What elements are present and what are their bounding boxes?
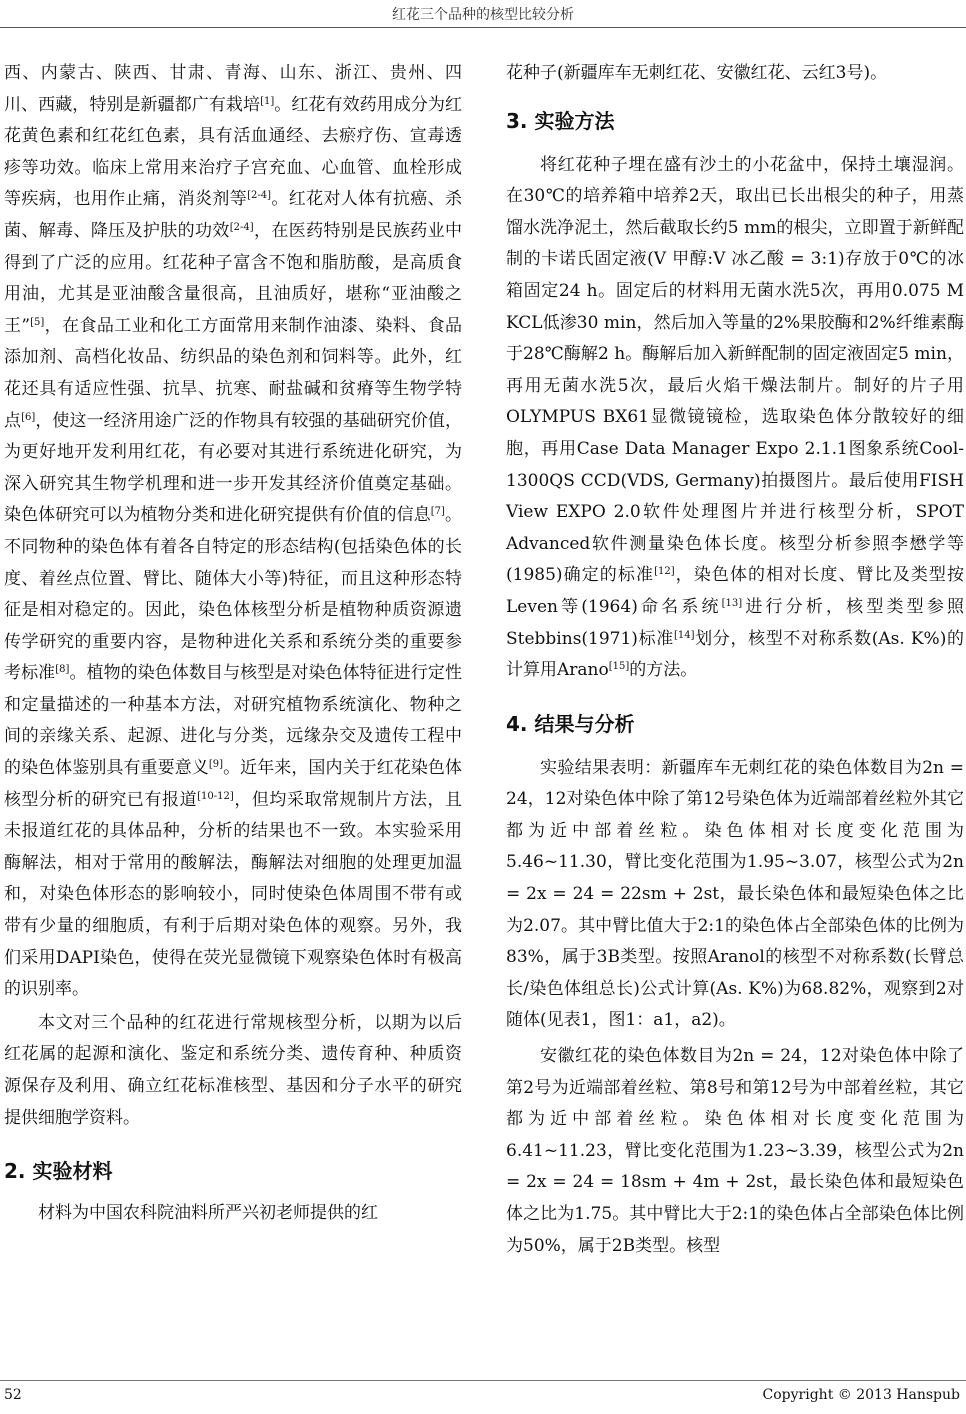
text-run: 划分，核型不对称系数(As. K%)的计算用Arano [506, 628, 964, 681]
citation-ref: [2-4] [229, 221, 254, 233]
aim-paragraph: 本文对三个品种的红花进行常规核型分析，以期为以后红花属的起源和演化、鉴定和系统分类、遗传育种、种质资源保存及利用、确立红花标准核型、基因和分子水平的研究提供细胞学资料。 [4, 1012, 462, 1128]
section-3-heading: 3. 实验方法 [506, 108, 615, 133]
citation-ref: [14] [673, 629, 695, 641]
right-column [506, 58, 964, 1262]
text-run: 。红花有效药用成分为红花黄色素和红花红色素，具有活血通经、去瘀疗伤、宣毒透疹等功效。临床上常用来治疗子宫充血、心血管、血栓形成等疾病，也用作止痛，消炎剂等 [4, 94, 463, 210]
text-run: ，使这一经济用途广泛的作物具有较强的基础研究价值，为更好地开发利用红花，有必要对其进行系统进化研究，为深入研究其生物学机理和进一步开发其经济价值奠定基础。染色体研究可以为植物分类和进化研究提供有价值的信息 [4, 410, 463, 526]
page-number: 52 [4, 1387, 22, 1403]
citation-ref: [5] [30, 316, 45, 328]
methods-paragraph [506, 150, 964, 687]
running-header-title: 红花三个品种的核型比较分析 [392, 7, 574, 23]
citation-ref: [13] [721, 597, 743, 609]
copyright-notice: Copyright © 2013 Hanspub [762, 1387, 960, 1403]
citation-ref: [2-4] [247, 190, 271, 202]
citation-ref: [9] [208, 759, 224, 771]
text-run: 。近年来，国内关于红花染色体核型分析的研究已有报道 [4, 758, 462, 810]
text-run: 。不同物种的染色体有着各自特定的形态结构(包括染色体的长度、着丝点位置、臂比、随体大小等)特征，而且这种形态特征是相对稳定的。因此，染色体核型分析是植物种质资源遗传学研究的重要内容，是物种进化关系和系统分类的重要参考标准 [4, 505, 463, 684]
materials-continued-paragraph: 花种子(新疆库车无刺红花、安徽红花、云红3号)。 [506, 63, 888, 83]
section-2-heading: 2. 实验材料 [4, 1159, 113, 1184]
section-4-heading: 4. 结果与分析 [506, 711, 635, 736]
citation-ref: [15] [608, 661, 630, 673]
left-column [4, 58, 462, 1230]
text-run: 的方法。 [629, 660, 698, 681]
text-run: ，在医药特别是民族药业中得到了广泛的应用。红花种子富含不饱和脂肪酸，是高质食用油，尤其是亚油酸含量很高，且油质好，堪称“亚油酸之王” [4, 220, 463, 336]
citation-ref: [6] [21, 411, 36, 423]
citation-ref: [8] [55, 664, 70, 676]
text-run: 西、内蒙古、陕西、甘肃、青海、山东、浙江、贵州、四川、西藏，特别是新疆都广有栽培 [4, 63, 462, 115]
citation-ref: [12] [654, 566, 675, 578]
text-run: 。植物的染色体数目与核型是对染色体特征进行定性和定量描述的一种基本方法，对研究植物系统演化、物种之间的亲缘关系、起源、进化与分类，远缘杂交及遗传工程中的染色体鉴别具有重要意义 [4, 663, 463, 779]
text-run: 将红花种子埋在盛有沙土的小花盆中，保持土壤湿润。在30℃的培养箱中培养2天，取出已长出根尖的种子，用蒸馏水洗净泥土，然后截取长约5 mm的根尖，立即置于新鲜配制的卡诺氏固定液(V 甲醇:V 冰乙酸 = 3:1)存放于0℃的冰箱固定24 h。固定后的材料用无菌水洗5次，再用0.075 M KCL低渗30 min，然后加入等量的2%果胶酶和2%纤维素酶于28℃酶解2 h。酶解后加入新鲜配制的固定液固定5 min，再用无菌水洗5次，最后火焰干燥法制片。制好的片子用OLYMPUS BX61显微镜镜检，选取染色体分散较好的细胞，再用Case Data Manager Expo 2.1.1图象系统Cool-1300QS CCD(VDS, Germany)拍摄图片。最后使用FISH View EXPO 2.0软件处理图片并进行核型分析，SPOT Advanced软件测量染色体长度。核型分析参照李懋学等(1985)确定的标准 [506, 154, 964, 586]
header-rule [0, 27, 966, 28]
materials-paragraph: 材料为中国农科院油料所严兴初老师提供的红 [38, 1203, 378, 1224]
text-run: 。红花对人体有抗癌、杀菌、解毒、降压及护肤的功效 [4, 189, 463, 241]
text-run: ，染色体的相对长度、臂比及类型按Leven等(1964)命名系统 [506, 565, 965, 617]
citation-ref: [1] [260, 95, 275, 107]
text-run: ，但均采取常规制片方法，且未报道红花的具体品种，分析的结果也不一致。本实验采用酶解法，相对于常用的酸解法，酶解法对细胞的处理更加温和，对染色体形态的影响较小，同时使染色体周围不带有或带有少量的细胞质，有利于后期对染色体的观察。另外，我们采用DAPI染色，使得在荧光显微镜下观察染色体时有极高的识别率。 [4, 789, 463, 1000]
footer-rule [0, 1380, 966, 1381]
results-anhui-paragraph: 安徽红花的染色体数目为2n = 24，12对染色体中除了第2号为近端部着丝粒、第8号和第12号为中部着丝粒，其它都为近中部着丝粒。染色体相对长度变化范围为6.41~11.23，臂比变化范围为1.23~3.39，核型公式为2n = 2x = 24 = 18sm + 4m + 2st，最长染色体和最短染色体之比为1.75。其中臂比大于2:1的染色体占全部染色体比例为50%，属于2B类型。核型 [506, 1046, 964, 1256]
citation-ref: [7] [430, 506, 445, 518]
text-run: ，在食品工业和化工方面常用来制作油漆、染料、食品添加剂、高档化妆品、纺织品的染色剂和饲料等。此外，红花还具有适应性强、抗旱、抗寒、耐盐碱和贫瘠等生物学特点 [4, 315, 463, 431]
text-run: 进行分析，核型类型参照Stebbins(1971)标准 [506, 596, 965, 649]
citation-ref: [10-12] [197, 790, 234, 802]
results-xinjiang-paragraph: 实验结果表明：新疆库车无刺红花的染色体数目为2n = 24，12对染色体中除了第12号染色体为近端部着丝粒外其它都为近中部着丝粒。染色体相对长度变化范围为5.46~11.30，臂比变化范围为1.95~3.07，核型公式为2n = 2x = 24 = 22sm + 2st，最长染色体和最短染色体之比为2.07。其中臂比值大于2:1的染色体占全部染色体的比例为83%，属于3B类型。按照Aranol的核型不对称系数(长臂总长/染色体组总长)公式计算(As. K%)为68.82%，观察到2对随体(见表1，图1：a1，a2)。 [506, 757, 964, 1031]
intro-paragraph [4, 58, 462, 1006]
